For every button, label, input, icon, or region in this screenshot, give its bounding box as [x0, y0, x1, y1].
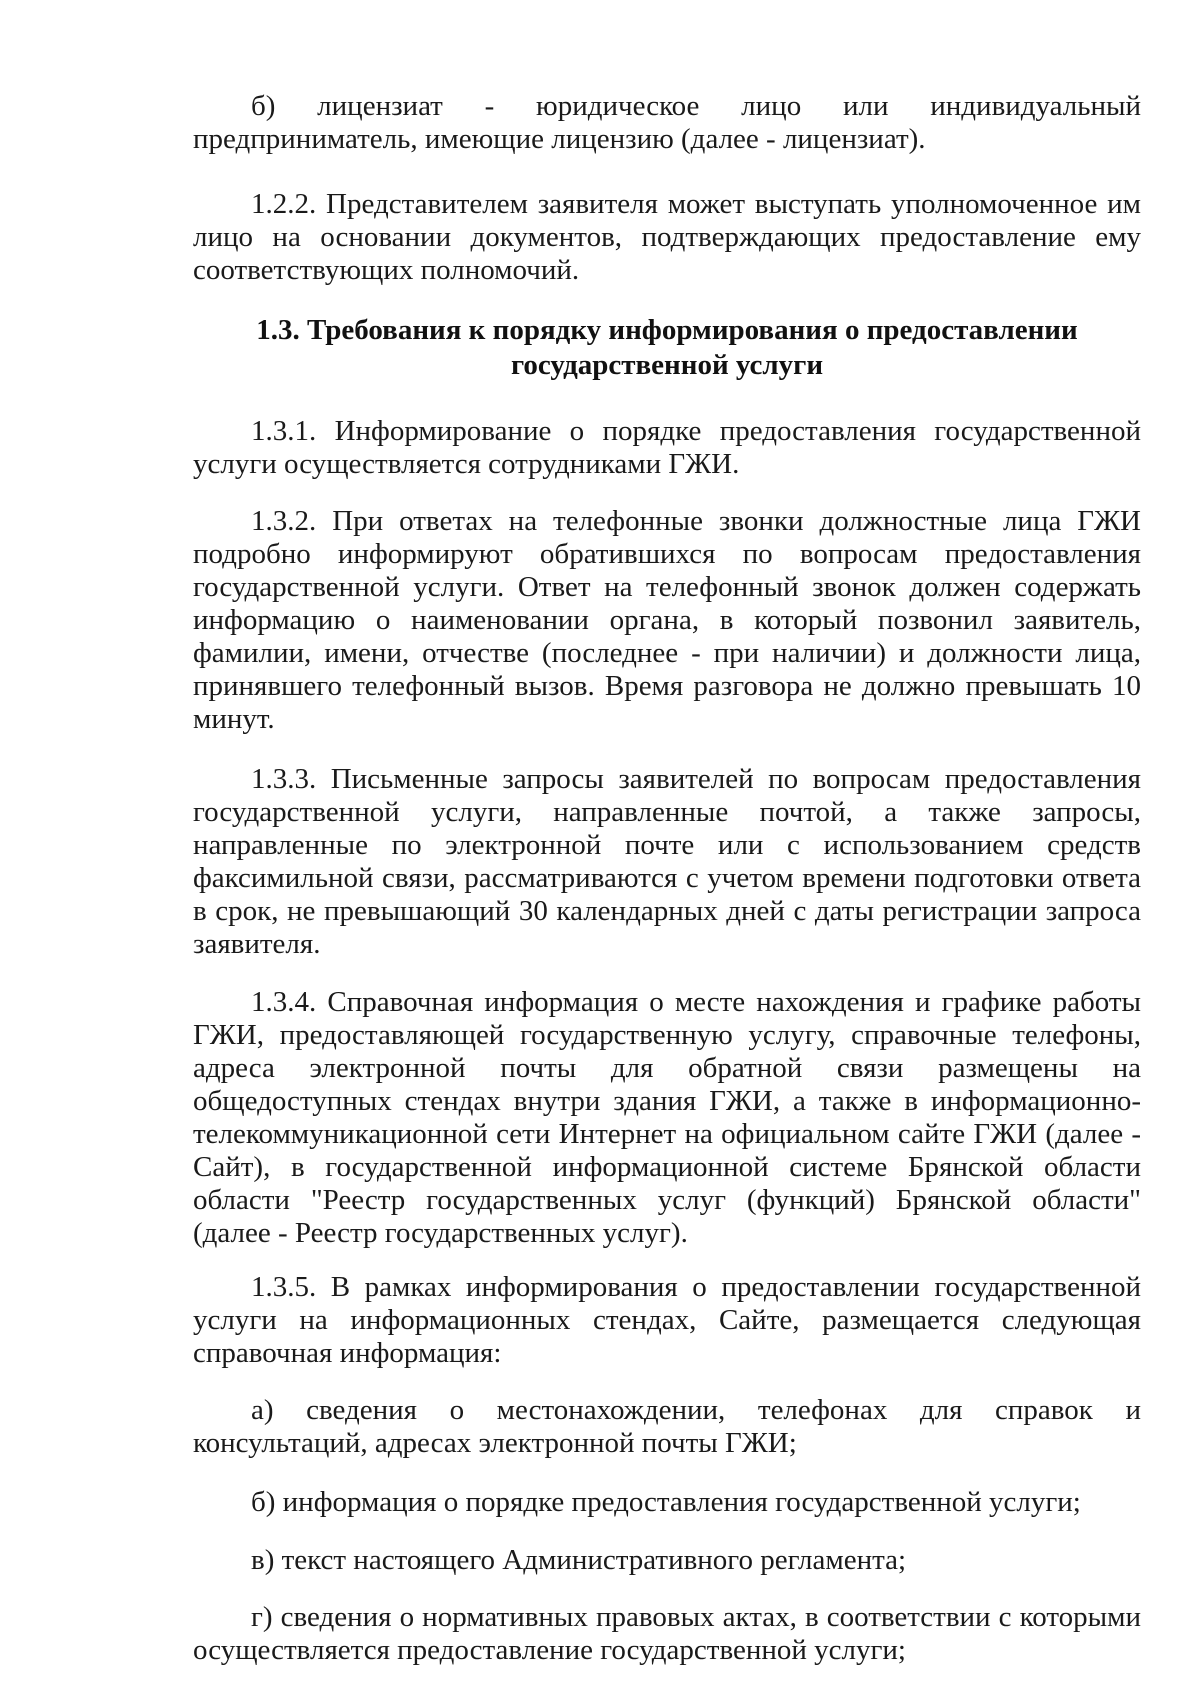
- paragraph-1-3-4: 1.3.4. Справочная информация о месте нахождения и графике работы ГЖИ, предоставляющей государственную услугу, справочные телефоны, адреса электронной почты для обратной связи размещены на общедоступных стендах внутри здания ГЖИ, а также в информационно-телекоммуникационной сети Интернет на официальном сайте ГЖИ (далее - Сайт), в государственной информационной системе Брянской области области "Реестр государственных услуг (функций) Брянской области" (далее - Реестр государственных услуг).: [193, 986, 1141, 1249]
- paragraph-1-3-2: 1.3.2. При ответах на телефонные звонки должностные лица ГЖИ подробно информируют обратившихся по вопросам предоставления государственной услуги. Ответ на телефонный звонок должен содержать информацию о наименовании органа, в который позвонил заявитель, фамилии, имени, отчестве (последнее - при наличии) и должности лица, принявшего телефонный вызов. Время разговора не должно превышать 10 минут.: [193, 505, 1141, 735]
- paragraph-1-2-1-b: б) лицензиат - юридическое лицо или индивидуальный предприниматель, имеющие лицензию (далее - лицензиат).: [193, 90, 1141, 155]
- list-item-v: в) текст настоящего Административного регламента;: [251, 1544, 907, 1576]
- list-item-g: г) сведения о нормативных правовых актах, в соответствии с которыми осуществляется предоставление государственной услуги;: [193, 1601, 1141, 1666]
- section-heading-line-2: государственной услуги: [510, 349, 824, 381]
- list-item-b: б) информация о порядке предоставления государственной услуги;: [251, 1486, 1081, 1518]
- list-item-a: а) сведения о местонахождении, телефонах для справок и консультаций, адресах электронной почты ГЖИ;: [193, 1394, 1141, 1459]
- paragraph-1-2-2: 1.2.2. Представителем заявителя может выступать уполномоченное им лицо на основании документов, подтверждающих предоставление ему соответствующих полномочий.: [193, 188, 1141, 286]
- paragraph-1-3-3: 1.3.3. Письменные запросы заявителей по вопросам предоставления государственной услуги, направленные почтой, а также запросы, направленные по электронной почте или с использованием средств факсимильной связи, рассматриваются с учетом времени подготовки ответа в срок, не превышающий 30 календарных дней с даты регистрации запроса заявителя.: [193, 763, 1141, 960]
- paragraph-1-3-1: 1.3.1. Информирование о порядке предоставления государственной услуги осуществляется сотрудниками ГЖИ.: [193, 415, 1141, 480]
- section-heading-1-3: [193, 313, 1141, 383]
- section-heading-line-1: 1.3. Требования к порядку информирования о предоставлении: [256, 314, 1078, 346]
- paragraph-1-3-5: 1.3.5. В рамках информирования о предоставлении государственной услуги на информационных стендах, Сайте, размещается следующая справочная информация:: [193, 1271, 1141, 1369]
